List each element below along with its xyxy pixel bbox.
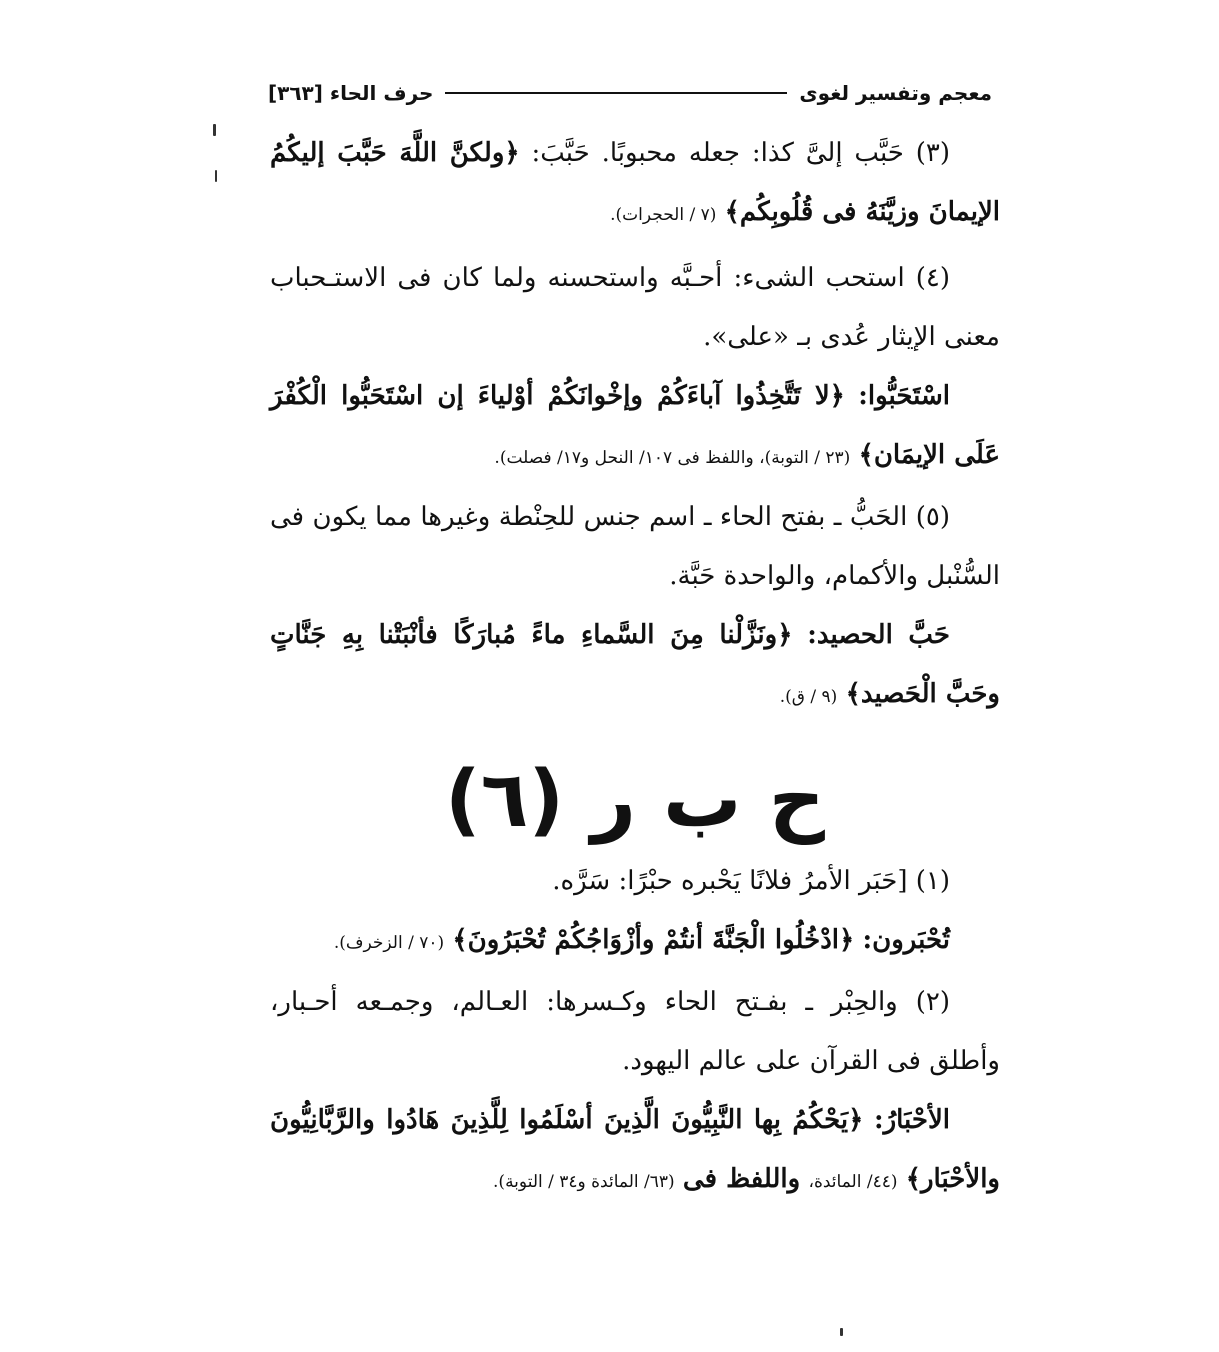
section-habb [270, 124, 1000, 727]
entry-3 [270, 124, 1000, 245]
habr-entry-2-ref-b: (٦٣/ المائدة و٣٤ / التوبة). [493, 1172, 675, 1192]
entry-3-intro: (٣) حَبَّب إلىَّ كذا: جعله محبوبًا. حَبَّبَ: [531, 138, 951, 168]
habr-entry-2-ref-mid: واللفظ فى [682, 1164, 801, 1194]
habr-entry-2-quote: ﴿يَحْكُمُ بِها النَّبِيُّونَ الَّذِينَ أسْلَمُوا لِلَّذِينَ هَادُوا والرَّبَّانِيُّونَ والأحْبَار﴾ [270, 1105, 1000, 1194]
section-habr [270, 852, 1000, 1212]
entry-3-quote: ﴿ولكنَّ اللَّهَ حَبَّبَ إليكُمُ الإيمانَ وزيَّنَهُ فى قُلُوبِكُم﴾ [270, 138, 1000, 227]
entry-3-ref: (٧ / الحجرات). [610, 205, 717, 225]
scan-speck [213, 124, 216, 136]
habr-entry-2-term: الأحْبَارُ: [873, 1105, 951, 1135]
entry-5-ref: (٩ / ق). [779, 687, 838, 707]
habr-entry-2-usage [270, 1091, 1000, 1212]
scan-speck [215, 170, 217, 182]
entry-4-quote: ﴿لا تَتَّخِذُوا آباءَكُمْ وإخْوانَكُمْ أوْلياءَ إن اسْتَحَبُّوا الْكُفْرَ عَلَى الإيمَان﴾ [270, 381, 1000, 470]
entry-5-quote: ﴿ونَزَّلْنا مِنَ السَّماءِ ماءً مُبارَكًا فأنْبَتْنا بِهِ جَنَّاتٍ وحَبَّ الْحَصيد﴾ [270, 620, 1000, 709]
entry-4-ref: (٢٣ / التوبة)، واللفظ فى ١٠٧/ النحل و١٧/ فصلت). [494, 448, 851, 468]
entry-5-usage [270, 606, 1000, 727]
root-heading: ح ب ر (٦) [445, 755, 825, 845]
running-header [268, 76, 992, 110]
entry-4-usage [270, 367, 1000, 488]
header-rule [445, 92, 787, 94]
entry-5-term: حَبَّ الحصيد: [807, 620, 951, 650]
entry-4-text: (٤) استحب الشىء: أحـبَّه واستحسنه ولما كان فى الاستـحباب معنى الإيثار عُدى بـ «على». [270, 263, 1000, 352]
entry-4 [270, 249, 1000, 367]
book-title: معجم وتفسير لغوى [799, 81, 992, 105]
habr-entry-2-ref-a: (٤٤/ المائدة، [808, 1172, 898, 1192]
habr-entry-1-usage [270, 911, 1000, 973]
page-info: حرف الحاء [٣٦٣] [268, 81, 434, 105]
habr-entry-1-text: (١) [حَبَر الأمرُ فلانًا يَحْبره حبْرًا: سَرَّه. [552, 866, 950, 896]
habr-entry-1-ref: (٧٠ / الزخرف). [333, 933, 445, 953]
habr-entry-1-term: تُحْبَرون: [862, 925, 950, 955]
habr-entry-1-quote: ﴿ادْخُلُوا الْجَنَّةَ أنتُمْ وأزْوَاجُكُمْ تُحْبَرُونَ﴾ [452, 925, 855, 955]
scan-speck [840, 1328, 843, 1336]
entry-4-term: اسْتَحَبُّوا: [858, 381, 950, 411]
habr-entry-2 [270, 973, 1000, 1091]
habr-entry-2-text: (٢) والحِبْر ـ بفـتح الحاء وكـسرها: العـالم، وجمـعه أحـبار، وأطلق فى القرآن على عالم اليهود. [270, 987, 1000, 1076]
habr-entry-1 [270, 852, 1000, 911]
entry-5-text: (٥) الحَبُّ ـ بفتح الحاء ـ اسم جنس للحِنْطة وغيرها مما يكون فى السُّنْبل والأكمام، والواحدة حَبَّة. [270, 502, 1000, 591]
entry-5 [270, 488, 1000, 606]
